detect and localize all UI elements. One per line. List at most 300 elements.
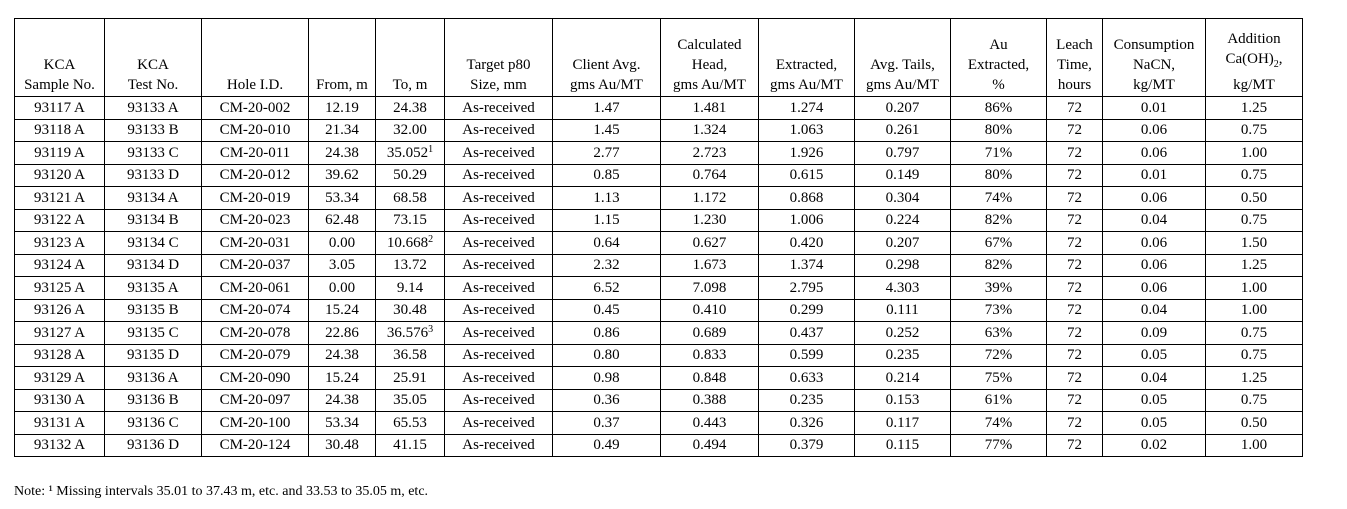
cell-value: 36.576 <box>386 324 429 341</box>
table-cell <box>105 277 202 300</box>
table-cell <box>376 344 445 367</box>
table-cell <box>15 97 105 120</box>
column-header-line: Consumption <box>1113 37 1195 53</box>
table-cell <box>661 322 759 345</box>
table-cell <box>661 142 759 165</box>
cell-value: CM-20-079 <box>219 347 291 364</box>
table-cell <box>105 119 202 142</box>
table-cell <box>15 412 105 435</box>
cell-value: 7.098 <box>692 279 727 296</box>
table-cell <box>553 412 661 435</box>
cell-value: 93135 B <box>127 302 179 319</box>
table-cell <box>855 344 951 367</box>
cell-value: 0.494 <box>692 437 727 454</box>
column-header-line: gms Au/MT <box>866 77 939 93</box>
table-cell <box>376 434 445 457</box>
cell-value: As-received <box>462 144 535 161</box>
table-cell <box>105 412 202 435</box>
table-cell <box>1047 367 1103 390</box>
table-cell <box>1047 322 1103 345</box>
table-cell <box>202 322 309 345</box>
table-cell <box>202 97 309 120</box>
cell-value: 72 <box>1067 212 1082 229</box>
cell-value: 32.00 <box>393 122 427 139</box>
cell-value: 61% <box>984 392 1013 409</box>
table-cell <box>855 277 951 300</box>
table-cell <box>553 254 661 277</box>
cell-value: 0.304 <box>885 189 920 206</box>
table-cell <box>553 322 661 345</box>
table-cell <box>105 389 202 412</box>
table-cell <box>1103 299 1206 322</box>
cell-value: 74% <box>984 414 1013 431</box>
cell-value: 1.374 <box>789 257 824 274</box>
table-cell <box>855 412 951 435</box>
cell-value: 0.06 <box>1140 257 1168 274</box>
table-cell <box>855 299 951 322</box>
column-header <box>553 19 661 97</box>
cell-value: 93123 A <box>33 234 86 251</box>
column-header-line: Avg. Tails, <box>870 57 935 73</box>
cell-value: 0.868 <box>789 189 824 206</box>
cell-value: 0.117 <box>885 414 920 431</box>
table-cell <box>951 277 1047 300</box>
leach-results-table <box>14 18 1303 457</box>
table-cell <box>759 367 855 390</box>
cell-value: 93132 A <box>33 437 86 454</box>
cell-value: 93135 D <box>126 347 180 364</box>
cell-value: 82% <box>984 257 1013 274</box>
table-cell <box>309 119 376 142</box>
table-cell <box>376 277 445 300</box>
cell-value: 2.795 <box>789 279 824 296</box>
table-cell <box>105 232 202 255</box>
table-footnote: Note: ¹ Missing intervals 35.01 to 37.43 m, etc. and 33.53 to 35.05 m, etc. <box>14 484 429 499</box>
table-cell <box>15 322 105 345</box>
table-cell <box>1206 187 1303 210</box>
cell-value: 73% <box>984 302 1013 319</box>
cell-value: 15.24 <box>325 369 359 386</box>
cell-value: 93125 A <box>33 279 86 296</box>
column-header <box>1103 19 1206 97</box>
cell-value: 0.80 <box>593 347 620 364</box>
cell-value: 22.86 <box>325 324 359 341</box>
table-cell <box>202 187 309 210</box>
table-cell <box>445 412 553 435</box>
cell-value: 93133 A <box>127 99 179 116</box>
table-cell <box>855 367 951 390</box>
cell-value: 72 <box>1067 414 1082 431</box>
cell-value: 0.111 <box>886 302 919 319</box>
cell-value: 93135 C <box>127 324 179 341</box>
table-row <box>15 119 1303 142</box>
column-header-line: gms Au/MT <box>673 77 746 93</box>
cell-value: 0.153 <box>885 392 920 409</box>
table-cell <box>553 209 661 232</box>
cell-value: 0.37 <box>593 414 620 431</box>
table-cell <box>15 277 105 300</box>
table-cell <box>553 389 661 412</box>
table-cell <box>1047 164 1103 187</box>
cell-value: 0.00 <box>328 279 356 296</box>
table-cell <box>309 344 376 367</box>
table-cell <box>855 389 951 412</box>
cell-value: 0.252 <box>885 324 920 341</box>
column-header <box>1047 19 1103 97</box>
cell-value: 0.06 <box>1140 122 1168 139</box>
table-cell <box>1047 412 1103 435</box>
table-cell <box>15 299 105 322</box>
table-cell <box>309 209 376 232</box>
cell-value: 24.38 <box>325 392 359 409</box>
cell-value: As-received <box>462 324 535 341</box>
cell-value: 2.77 <box>593 144 620 161</box>
cell-value: 0.298 <box>885 257 920 274</box>
subscript: 2 <box>1273 59 1279 70</box>
cell-value: 1.006 <box>789 212 824 229</box>
cell-value: 0.443 <box>692 414 727 431</box>
cell-value: 53.34 <box>325 189 359 206</box>
cell-value: 72 <box>1067 99 1082 116</box>
cell-value: 0.64 <box>593 234 620 251</box>
cell-value: 93131 A <box>33 414 86 431</box>
table-cell <box>1206 119 1303 142</box>
cell-value: 72 <box>1067 347 1082 364</box>
table-cell <box>445 232 553 255</box>
table-cell <box>445 209 553 232</box>
cell-value: 86% <box>984 99 1013 116</box>
cell-value: 93120 A <box>33 167 86 184</box>
table-cell <box>202 367 309 390</box>
table-cell <box>1103 209 1206 232</box>
table-cell <box>376 187 445 210</box>
table-cell <box>1103 142 1206 165</box>
cell-value: 36.58 <box>393 347 427 364</box>
cell-value: As-received <box>462 347 535 364</box>
cell-value: 1.481 <box>692 99 727 116</box>
table-cell <box>1103 119 1206 142</box>
table-cell <box>951 412 1047 435</box>
table-cell <box>376 389 445 412</box>
cell-value: CM-20-019 <box>219 189 291 206</box>
table-cell <box>759 187 855 210</box>
column-header-line: kg/MT <box>1233 77 1275 93</box>
table-row <box>15 322 1303 345</box>
column-header-line: Test No. <box>127 77 179 93</box>
table-cell <box>15 232 105 255</box>
table-cell <box>309 389 376 412</box>
cell-value: 53.34 <box>325 414 359 431</box>
table-cell <box>1047 119 1103 142</box>
cell-value: 1.063 <box>789 122 824 139</box>
table-cell <box>951 119 1047 142</box>
cell-value: 0.01 <box>1140 99 1168 116</box>
cell-value: 25.91 <box>393 369 427 386</box>
column-header <box>309 19 376 97</box>
table-cell <box>1103 97 1206 120</box>
cell-value: 35.05 <box>393 392 427 409</box>
cell-value: 72 <box>1067 324 1082 341</box>
table-cell <box>661 187 759 210</box>
table-cell <box>1047 254 1103 277</box>
cell-value: 35.052 <box>386 144 429 161</box>
footnote-marker: 1 <box>428 143 434 155</box>
table-cell <box>1103 187 1206 210</box>
table-cell <box>15 119 105 142</box>
table-cell <box>759 412 855 435</box>
table-cell <box>759 142 855 165</box>
cell-value: 0.06 <box>1140 279 1168 296</box>
table-cell <box>15 209 105 232</box>
footnote-marker: 3 <box>428 323 434 335</box>
cell-value: As-received <box>462 279 535 296</box>
cell-value: 72 <box>1067 437 1082 454</box>
table-row <box>15 142 1303 165</box>
table-cell <box>105 187 202 210</box>
table-cell <box>759 434 855 457</box>
cell-value: 0.764 <box>692 167 727 184</box>
cell-value: 24.38 <box>325 347 359 364</box>
table-cell <box>445 164 553 187</box>
cell-value: 1.15 <box>593 212 620 229</box>
cell-value: 75% <box>984 369 1013 386</box>
table-cell <box>376 119 445 142</box>
cell-value: 72 <box>1067 257 1082 274</box>
column-header-line: Client Avg. <box>572 57 641 73</box>
table-cell <box>445 254 553 277</box>
cell-value: 72 <box>1067 392 1082 409</box>
table-cell <box>1103 164 1206 187</box>
cell-value: 0.75 <box>1240 122 1268 139</box>
table-cell <box>553 344 661 367</box>
table-cell <box>855 209 951 232</box>
table-cell <box>661 367 759 390</box>
cell-value: 2.723 <box>692 144 727 161</box>
cell-value: 0.797 <box>885 144 920 161</box>
cell-value: 0.36 <box>593 392 620 409</box>
table-cell <box>553 142 661 165</box>
table-cell <box>105 97 202 120</box>
cell-value: CM-20-031 <box>219 234 291 251</box>
column-header-line: Calculated <box>677 37 742 53</box>
table-cell <box>202 344 309 367</box>
cell-value: CM-20-012 <box>219 167 291 184</box>
table-cell <box>309 367 376 390</box>
cell-value: As-received <box>462 212 535 229</box>
table-cell <box>445 119 553 142</box>
column-header-line: KCA <box>137 57 169 73</box>
table-cell <box>1047 232 1103 255</box>
table-cell <box>951 367 1047 390</box>
table-cell <box>553 164 661 187</box>
cell-value: 0.75 <box>1240 324 1268 341</box>
table-cell <box>15 344 105 367</box>
cell-value: 80% <box>984 167 1013 184</box>
table-cell <box>951 389 1047 412</box>
header-suffix: , <box>1278 51 1283 67</box>
table-cell <box>309 164 376 187</box>
table-cell <box>1103 367 1206 390</box>
table-cell <box>759 299 855 322</box>
cell-value: 93136 A <box>127 369 179 386</box>
cell-value: CM-20-010 <box>219 122 291 139</box>
table-cell <box>105 299 202 322</box>
cell-value: 93127 A <box>33 324 86 341</box>
cell-value: CM-20-037 <box>219 257 291 274</box>
table-cell <box>445 322 553 345</box>
cell-value: 0.50 <box>1240 189 1268 206</box>
cell-value: As-received <box>462 122 535 139</box>
table-cell <box>1206 434 1303 457</box>
cell-value: 93121 A <box>33 189 86 206</box>
table-cell <box>1206 164 1303 187</box>
table-cell <box>553 367 661 390</box>
table-cell <box>855 164 951 187</box>
cell-value: CM-20-124 <box>219 437 291 454</box>
cell-value: 93136 D <box>126 437 180 454</box>
cell-value: 93119 A <box>34 144 85 161</box>
column-header-line: Time, <box>1057 57 1092 73</box>
table-cell <box>553 187 661 210</box>
table-cell <box>661 232 759 255</box>
cell-value: 93134 D <box>126 257 180 274</box>
cell-value: As-received <box>462 369 535 386</box>
column-header-line: Extracted, <box>967 57 1030 73</box>
cell-value: 0.06 <box>1140 234 1168 251</box>
table-cell <box>376 209 445 232</box>
cell-value: As-received <box>462 167 535 184</box>
table-cell <box>553 299 661 322</box>
cell-value: 1.00 <box>1240 302 1268 319</box>
table-cell <box>15 164 105 187</box>
table-cell <box>202 232 309 255</box>
table-row <box>15 232 1303 255</box>
table-cell <box>1047 209 1103 232</box>
table-cell <box>309 187 376 210</box>
cell-value: 13.72 <box>393 257 427 274</box>
table-cell <box>855 119 951 142</box>
cell-value: CM-20-023 <box>219 212 291 229</box>
cell-value: 0.75 <box>1240 212 1268 229</box>
column-header <box>15 19 105 97</box>
column-header-line: Ca(OH) <box>1225 51 1274 67</box>
cell-value: 93134 B <box>127 212 179 229</box>
results-table-container <box>14 18 1303 457</box>
cell-value: CM-20-090 <box>219 369 291 386</box>
table-cell <box>1047 277 1103 300</box>
table-cell <box>202 434 309 457</box>
column-header <box>661 19 759 97</box>
table-cell <box>1103 344 1206 367</box>
cell-value: 0.04 <box>1140 212 1168 229</box>
cell-value: 39% <box>984 279 1013 296</box>
cell-value: 30.48 <box>325 437 359 454</box>
table-row <box>15 412 1303 435</box>
cell-value: CM-20-061 <box>219 279 291 296</box>
table-cell <box>202 164 309 187</box>
cell-value: CM-20-074 <box>219 302 291 319</box>
table-body <box>15 97 1303 457</box>
table-cell <box>1206 344 1303 367</box>
table-cell <box>105 254 202 277</box>
table-cell <box>1206 232 1303 255</box>
table-cell <box>951 254 1047 277</box>
column-header-line: gms Au/MT <box>570 77 643 93</box>
table-cell <box>951 97 1047 120</box>
table-cell <box>759 232 855 255</box>
table-cell <box>1103 254 1206 277</box>
cell-value: As-received <box>462 99 535 116</box>
column-header-line: KCA <box>43 57 76 73</box>
cell-value: 0.04 <box>1140 302 1168 319</box>
table-cell <box>1206 254 1303 277</box>
table-cell <box>202 299 309 322</box>
table-cell <box>855 142 951 165</box>
cell-value: 93130 A <box>33 392 86 409</box>
cell-value: CM-20-100 <box>219 414 291 431</box>
table-cell <box>1103 277 1206 300</box>
cell-value: 0.98 <box>593 369 620 386</box>
cell-value: 0.86 <box>593 324 620 341</box>
table-cell <box>661 97 759 120</box>
table-cell <box>202 209 309 232</box>
cell-value: As-received <box>462 302 535 319</box>
column-header-line: Size, mm <box>470 77 527 93</box>
cell-value: 0.599 <box>789 347 824 364</box>
table-cell <box>1047 344 1103 367</box>
table-cell <box>376 97 445 120</box>
cell-value: 77% <box>984 437 1013 454</box>
cell-value: 24.38 <box>393 99 427 116</box>
cell-value: CM-20-097 <box>219 392 291 409</box>
column-header-line: Target p80 <box>466 57 531 73</box>
table-cell <box>309 142 376 165</box>
table-cell <box>202 119 309 142</box>
table-cell <box>1103 322 1206 345</box>
table-cell <box>376 254 445 277</box>
cell-value: 82% <box>984 212 1013 229</box>
cell-value: 0.848 <box>692 369 727 386</box>
cell-value: 72% <box>984 347 1013 364</box>
cell-value: 93135 A <box>127 279 179 296</box>
table-cell <box>951 299 1047 322</box>
cell-value: 0.235 <box>885 347 920 364</box>
table-row <box>15 434 1303 457</box>
table-cell <box>202 412 309 435</box>
cell-value: 9.14 <box>396 279 424 296</box>
table-cell <box>1103 434 1206 457</box>
cell-value: CM-20-002 <box>219 99 291 116</box>
cell-value: 0.420 <box>789 234 824 251</box>
cell-value: 93117 A <box>34 99 85 116</box>
table-cell <box>15 367 105 390</box>
cell-value: As-received <box>462 257 535 274</box>
cell-value: 0.326 <box>789 414 824 431</box>
table-cell <box>445 367 553 390</box>
table-cell <box>309 97 376 120</box>
cell-value: 0.75 <box>1240 347 1268 364</box>
cell-value: 3.05 <box>328 257 356 274</box>
cell-value: 72 <box>1067 279 1082 296</box>
cell-value: 0.149 <box>885 167 920 184</box>
cell-value: As-received <box>462 437 535 454</box>
cell-value: 0.00 <box>328 234 356 251</box>
table-cell <box>1206 97 1303 120</box>
cell-value: 39.62 <box>325 167 359 184</box>
table-cell <box>445 344 553 367</box>
table-cell <box>759 344 855 367</box>
table-cell <box>759 97 855 120</box>
